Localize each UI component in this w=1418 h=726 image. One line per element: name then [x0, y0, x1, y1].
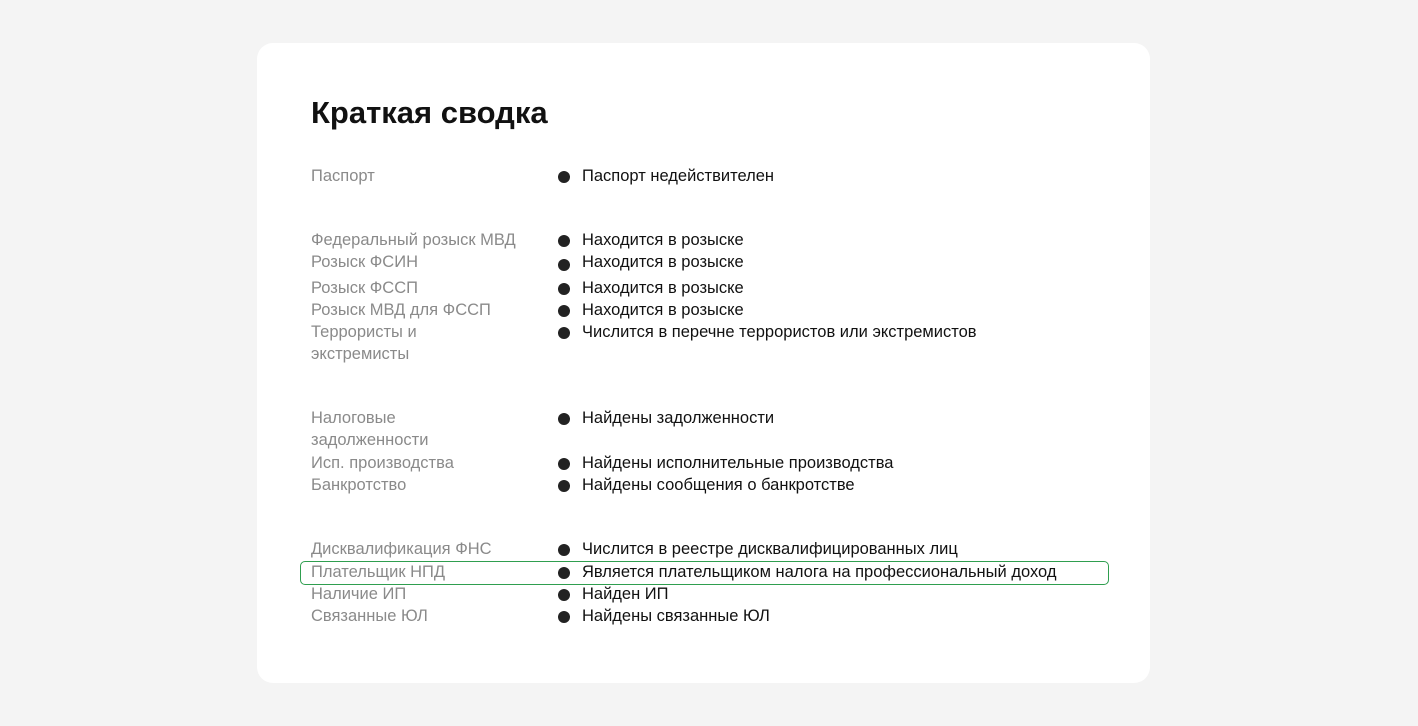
summary-row-fssp-search	[311, 277, 1111, 299]
summary-row-ip	[311, 583, 1111, 605]
row-label: Связанные ЮЛ	[311, 607, 428, 625]
row-label: Федеральный розыск МВД	[311, 231, 516, 249]
status-dot-icon	[558, 305, 570, 317]
summary-row-passport	[311, 165, 1111, 187]
row-value: Найдены связанные ЮЛ	[582, 607, 770, 625]
row-label: Паспорт	[311, 167, 375, 185]
summary-row-related-legal-entities	[311, 605, 1111, 627]
status-dot-icon	[558, 458, 570, 470]
row-value: Находится в розыске	[582, 301, 744, 319]
row-value: Найден ИП	[582, 585, 669, 603]
row-label: Розыск МВД для ФССП	[311, 301, 491, 319]
row-label: Наличие ИП	[311, 585, 407, 603]
row-value: Является плательщиком налога на профессиональный доход	[582, 563, 1057, 581]
summary-card	[257, 43, 1150, 683]
status-dot-icon	[558, 413, 570, 425]
row-value: Паспорт недействителен	[582, 167, 775, 185]
status-dot-icon	[558, 171, 570, 183]
row-label: Розыск ФСИН	[311, 253, 418, 271]
row-value: Находится в розыске	[582, 253, 744, 271]
row-value: Находится в розыске	[582, 231, 744, 249]
summary-row-bankruptcy	[311, 474, 1111, 496]
status-dot-icon	[558, 327, 570, 339]
row-value: Находится в розыске	[582, 279, 744, 297]
status-dot-icon	[558, 611, 570, 623]
summary-title: Краткая сводка	[311, 95, 548, 130]
row-label: Плательщик НПД	[311, 563, 446, 581]
status-dot-icon	[558, 544, 570, 556]
summary-row-npd-payer	[311, 561, 1111, 583]
row-label: Террористы и экстремисты	[311, 323, 417, 363]
row-value: Числится в перечне террористов или экстремистов	[582, 323, 977, 341]
row-label: Банкротство	[311, 476, 407, 494]
summary-row-tax-debts	[311, 407, 1111, 449]
row-value: Найдены исполнительные производства	[582, 454, 894, 472]
summary-row-enforcement	[311, 452, 1111, 474]
summary-row-fsin-search	[311, 251, 1111, 273]
row-value: Найдены сообщения о банкротстве	[582, 476, 855, 494]
status-dot-icon	[558, 235, 570, 247]
row-label: Исп. производства	[311, 454, 454, 472]
summary-row-federal-search	[311, 229, 1111, 251]
summary-row-terrorists	[311, 321, 1111, 363]
row-label: Дисквалификация ФНС	[311, 540, 492, 558]
summary-row-disqualification	[311, 538, 1111, 560]
row-label: Розыск ФССП	[311, 279, 418, 297]
status-dot-icon	[558, 567, 570, 579]
summary-row-mvd-fssp-search	[311, 299, 1111, 321]
status-dot-icon	[558, 480, 570, 492]
row-label: Налоговые задолженности	[311, 409, 429, 449]
row-value: Найдены задолженности	[582, 409, 775, 427]
row-value: Числится в реестре дисквалифицированных лиц	[582, 540, 958, 558]
status-dot-icon	[558, 283, 570, 295]
status-dot-icon	[558, 259, 570, 271]
status-dot-icon	[558, 589, 570, 601]
